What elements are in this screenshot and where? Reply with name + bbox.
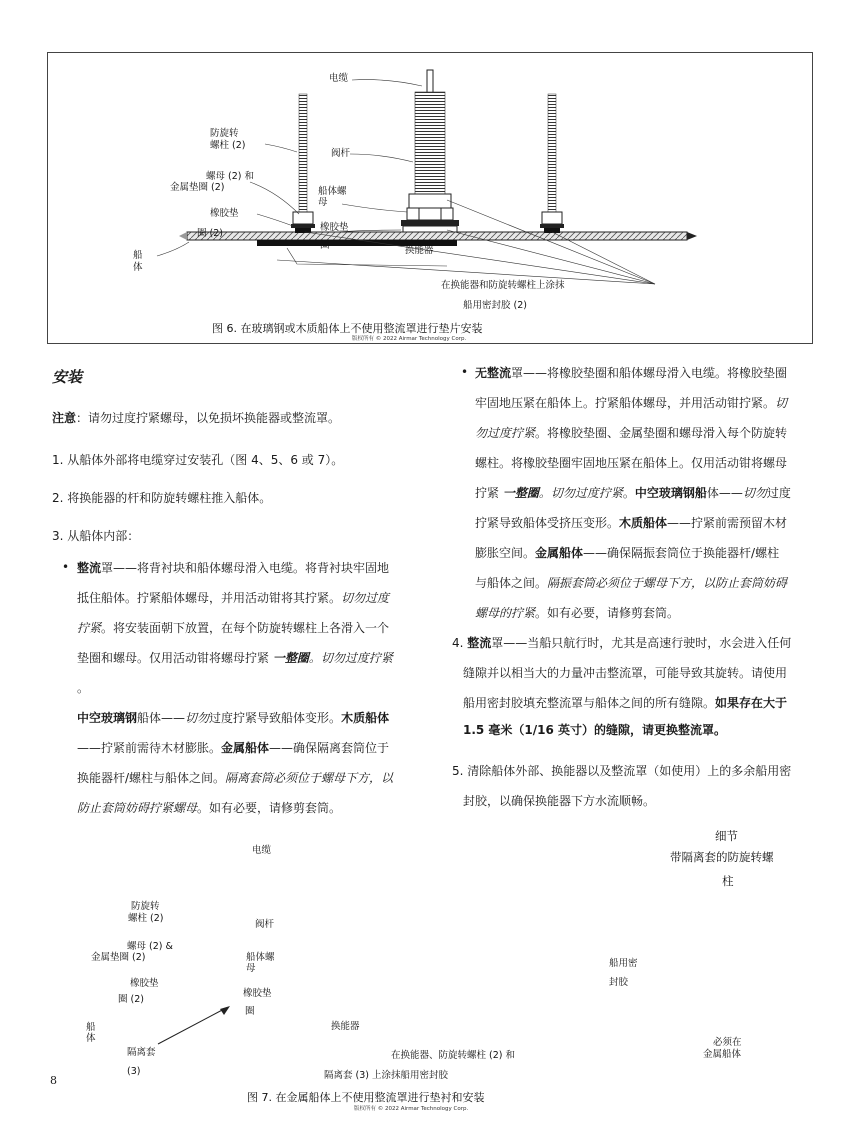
left-bullet-line-9 bbox=[77, 793, 341, 823]
right-bullet-line-2 bbox=[475, 388, 787, 418]
fig7-label-transducer: 换能器 bbox=[331, 1021, 360, 1032]
left-bullet-l7-a: ——拧紧前需待木材膨胀。 bbox=[77, 741, 222, 755]
left-bullet-l4-c: 。切勿过度拧紧 bbox=[308, 651, 393, 665]
left-bullet-line-6 bbox=[77, 703, 389, 733]
right-bullet-l8-a: 与船体之间。 bbox=[475, 576, 548, 590]
note-label: 注意 bbox=[52, 411, 77, 425]
step-4-rest: 罩——当船只航行时，尤其是高速行驶时，水会进入任何 bbox=[491, 636, 792, 650]
figure-7-arrow bbox=[150, 1000, 250, 1050]
fig7-label-marine-1: 船用密 bbox=[609, 958, 638, 969]
fig7-label-hull-1: 船 bbox=[86, 1022, 96, 1033]
fig7-label-pad-2: 圈 bbox=[245, 1006, 255, 1017]
fig7-label-must-2: 金属船体 bbox=[703, 1049, 742, 1060]
fig6-label-pad-2: 圈 bbox=[320, 240, 330, 251]
left-bullet-l2-it: 切勿过度 bbox=[341, 591, 390, 605]
fig6-label-nut-1: 螺母 (2) 和 bbox=[206, 171, 254, 182]
fig6-label-hull-2: 体 bbox=[133, 262, 143, 273]
bullet-dot-left: • bbox=[62, 560, 70, 574]
left-bullet-line-2 bbox=[77, 583, 389, 613]
right-bullet-l8-it: 隔振套筒必须位于螺母下方，以防止套筒妨碍 bbox=[547, 576, 788, 590]
fig6-label-stud-1: 防旋转 bbox=[210, 128, 239, 139]
fig6-label-pad-1: 橡胶垫 bbox=[320, 222, 349, 233]
fig7-label-hullnut-2: 母 bbox=[246, 963, 256, 974]
left-bullet-line-3 bbox=[77, 613, 389, 643]
right-bullet-line-5 bbox=[475, 478, 791, 508]
fig7-label-must-1: 必须在 bbox=[713, 1037, 742, 1048]
right-bullet-line-1 bbox=[475, 358, 787, 388]
bullet-dot-right: • bbox=[461, 365, 469, 379]
step-3: 3. 从船体内部： bbox=[52, 529, 140, 543]
left-bullet-l9-it: 防止套筒妨碍拧紧螺母 bbox=[77, 801, 198, 815]
right-bullet-l6-a: 拧紧导致船体受挤压变形。 bbox=[475, 516, 620, 530]
left-bullet-line-4 bbox=[77, 643, 393, 673]
left-bullet-l8-a: 换能器杆/螺柱与船体之间。 bbox=[77, 771, 226, 785]
fig7-label-marine-2: 封胶 bbox=[609, 977, 629, 988]
right-bullet-l5-b: 一整圈 bbox=[502, 486, 539, 500]
left-bullet-l3-rest: 。将安装面朝下放置，在每个防旋转螺柱上各滑入一个 bbox=[101, 621, 390, 635]
fig7-label-stud-1: 防旋转 bbox=[131, 901, 160, 912]
fig6-label-transducer: 换能器 bbox=[405, 245, 434, 256]
left-bullet-l2: 抵住船体。拧紧船体螺母，并用活动钳将其拧紧。 bbox=[77, 591, 342, 605]
step-5-line-2: 封胶，以确保换能器下方水流顺畅。 bbox=[463, 794, 656, 808]
step-4-l3-a: 船用密封胶填充整流罩与船体之间的所有缝隙。 bbox=[463, 696, 716, 710]
right-bullet-l1-rest: 罩——将橡胶垫圈和船体螺母滑入电缆。将橡胶垫圈 bbox=[511, 366, 788, 380]
left-bullet-l3-it: 拧紧 bbox=[77, 621, 102, 635]
fig6-label-stem: 阀杆 bbox=[331, 148, 351, 159]
left-bullet-line-1 bbox=[77, 553, 389, 583]
left-bullet-line-8 bbox=[77, 763, 393, 793]
fig7-label-rubber-1: 橡胶垫 bbox=[130, 978, 159, 989]
right-bullet-line-9 bbox=[475, 598, 679, 628]
right-bullet-l5-d: 。 bbox=[622, 486, 635, 500]
left-bullet-l7-c: ——确保隔离套筒位于 bbox=[269, 741, 390, 755]
fig6-label-sealant-2: 船用密封胶 (2) bbox=[463, 300, 527, 311]
right-bullet-l3-rest: 。将橡胶垫圈、金属垫圈和螺母滑入每个防旋转 bbox=[535, 426, 788, 440]
left-bullet-l4-b: 一整圈 bbox=[272, 651, 309, 665]
left-bullet-l6-b: 过度拧紧导致船体变形。 bbox=[209, 711, 342, 725]
right-bullet-line-8 bbox=[475, 568, 787, 598]
right-bullet-l5-a: 拧紧 bbox=[475, 486, 503, 500]
right-bullet-l9-rest: 。如有必要，请修剪套筒。 bbox=[535, 606, 680, 620]
left-bullet-l6-it: 切勿 bbox=[185, 711, 210, 725]
right-bullet-l2-it: 切 bbox=[775, 396, 788, 410]
figure-6-drawing bbox=[47, 52, 813, 344]
page-number: 8 bbox=[50, 1074, 57, 1087]
fig7-label-detail-2: 带隔离套的防旋转螺 bbox=[670, 850, 774, 864]
right-bullet-line-7 bbox=[475, 538, 779, 568]
step-4-l3-bold: 如果存在大于 bbox=[715, 696, 788, 710]
right-bullet-l5-it2: 切勿 bbox=[742, 486, 767, 500]
figure-6-copyright: 版权所有 © 2022 Airmar Technology Corp. bbox=[352, 336, 467, 342]
figure-7-caption: 图 7. 在金属船体上不使用整流罩进行垫衬和安装 bbox=[247, 1091, 485, 1104]
right-bullet-l5-e: 体—— bbox=[706, 486, 743, 500]
right-bullet-line-6 bbox=[475, 508, 787, 538]
fig7-label-sealant-2: 隔离套 (3) 上涂抹船用密封胶 bbox=[324, 1070, 448, 1081]
figure-6-caption: 图 6. 在玻璃钢或木质船体上不使用整流罩进行垫片安装 bbox=[212, 322, 483, 335]
right-bullet-l5-f: 过度 bbox=[766, 486, 791, 500]
right-bullet-l7-b: ——确保隔振套筒位于换能器杆/螺柱 bbox=[583, 546, 780, 560]
fig7-label-sleeve-1: 隔离套 bbox=[127, 1047, 156, 1058]
fig7-label-detail-1: 细节 bbox=[715, 829, 738, 843]
right-bullet-line-3 bbox=[475, 418, 787, 448]
right-bullet-l3-it: 勿过度拧紧 bbox=[475, 426, 536, 440]
left-bullet-l1-bold: 整流 bbox=[77, 561, 102, 575]
fig6-label-rubber-1: 橡胶垫 bbox=[210, 208, 239, 219]
step-2: 2. 将换能器的杆和防旋转螺柱推入船体。 bbox=[52, 491, 272, 505]
right-bullet-l9-it: 螺母的拧紧 bbox=[475, 606, 536, 620]
left-bullet-l7-b: 金属船体 bbox=[221, 741, 270, 755]
left-bullet-l4-a: 垫圈和螺母。仅用活动钳将螺母拧紧 bbox=[77, 651, 273, 665]
right-bullet-l7-bold: 金属船体 bbox=[535, 546, 584, 560]
fig7-label-stud-2: 螺柱 (2) bbox=[128, 913, 164, 924]
right-bullet-l6-b: ——拧紧前需预留木材 bbox=[667, 516, 788, 530]
left-bullet-l6-b2: 木质船体 bbox=[341, 711, 390, 725]
fig7-label-hullnut-1: 船体螺 bbox=[246, 952, 275, 963]
left-bullet-line-7 bbox=[77, 733, 389, 763]
fig6-label-hull-1: 船 bbox=[133, 250, 143, 261]
step-1: 1. 从船体外部将电缆穿过安装孔（图 4、5、6 或 7）。 bbox=[52, 453, 344, 467]
right-bullet-l1-bold: 无整流 bbox=[475, 366, 512, 380]
fig7-label-detail-3: 柱 bbox=[722, 874, 734, 888]
fig6-label-hullnut-2: 母 bbox=[318, 197, 328, 208]
fig7-label-sealant-1: 在换能器、防旋转螺柱 (2) 和 bbox=[391, 1050, 515, 1061]
fig6-label-sealant-1: 在换能器和防旋转螺柱上涂抹 bbox=[441, 280, 565, 291]
left-bullet-l6-b1: 中空玻璃钢 bbox=[77, 711, 138, 725]
note-text: ：请勿过度拧紧螺母，以免损坏换能器或整流罩。 bbox=[76, 411, 341, 425]
figure-7-copyright: 版权所有 © 2022 Airmar Technology Corp. bbox=[354, 1106, 469, 1112]
fig7-label-cable: 电缆 bbox=[252, 845, 272, 856]
step-4-line-3 bbox=[463, 688, 787, 718]
fig7-label-pad-1: 橡胶垫 bbox=[243, 988, 272, 999]
step-4-line-2: 缝隙并以相当大的力量冲击整流罩，可能导致其旋转。请使用 bbox=[463, 666, 788, 680]
fig7-label-nut-2: 金属垫圈 (2) bbox=[91, 952, 146, 963]
step-4-num: 4. bbox=[452, 636, 468, 650]
note-paragraph bbox=[52, 403, 340, 433]
fig7-label-rubber-2: 圈 (2) bbox=[118, 994, 144, 1005]
left-bullet-l8-it: 隔离套筒必须位于螺母下方，以 bbox=[225, 771, 394, 785]
step-4-line-4: 1.5 毫米（1/16 英寸）的缝隙，请更换整流罩。 bbox=[463, 723, 727, 737]
fig6-label-hullnut-1: 船体螺 bbox=[318, 186, 347, 197]
left-bullet-l1-rest: 罩——将背衬块和船体螺母滑入电缆。将背衬块牢固地 bbox=[101, 561, 390, 575]
fig6-label-rubber-2: 圈 (2) bbox=[197, 228, 223, 239]
fig7-label-stem: 阀杆 bbox=[255, 919, 275, 930]
step-5-line-1: 5. 清除船体外部、换能器以及整流罩（如使用）上的多余船用密 bbox=[452, 764, 792, 778]
fig7-label-hull-2: 体 bbox=[86, 1033, 96, 1044]
right-bullet-l5-bold: 中空玻璃钢船 bbox=[634, 486, 707, 500]
right-bullet-l5-c: 。切勿过度拧紧 bbox=[538, 486, 623, 500]
right-bullet-l2-a: 牢固地压紧在船体上。拧紧船体螺母，并用活动钳拧紧。 bbox=[475, 396, 776, 410]
fig7-label-nut-1: 螺母 (2) & bbox=[127, 941, 173, 952]
fig6-label-nut-2: 金属垫圈 (2) bbox=[170, 182, 225, 193]
fig6-label-cable: 电缆 bbox=[329, 73, 349, 84]
section-heading: 安装 bbox=[52, 368, 83, 386]
fig7-label-sleeve-2: (3) bbox=[127, 1066, 141, 1077]
right-bullet-l7-a: 膨胀空间。 bbox=[475, 546, 536, 560]
right-bullet-l6-bold: 木质船体 bbox=[619, 516, 668, 530]
step-4-bold: 整流 bbox=[467, 636, 492, 650]
fig6-label-stud-2: 螺柱 (2) bbox=[210, 140, 246, 151]
left-bullet-l9-rest: 。如有必要，请修剪套筒。 bbox=[197, 801, 342, 815]
left-bullet-line-5: 。 bbox=[77, 681, 90, 695]
right-bullet-line-4: 螺柱。将橡胶垫圈牢固地压紧在船体上。仅用活动钳将螺母 bbox=[475, 456, 788, 470]
left-bullet-l6-a: 船体—— bbox=[137, 711, 186, 725]
step-4-line-1 bbox=[452, 628, 791, 658]
